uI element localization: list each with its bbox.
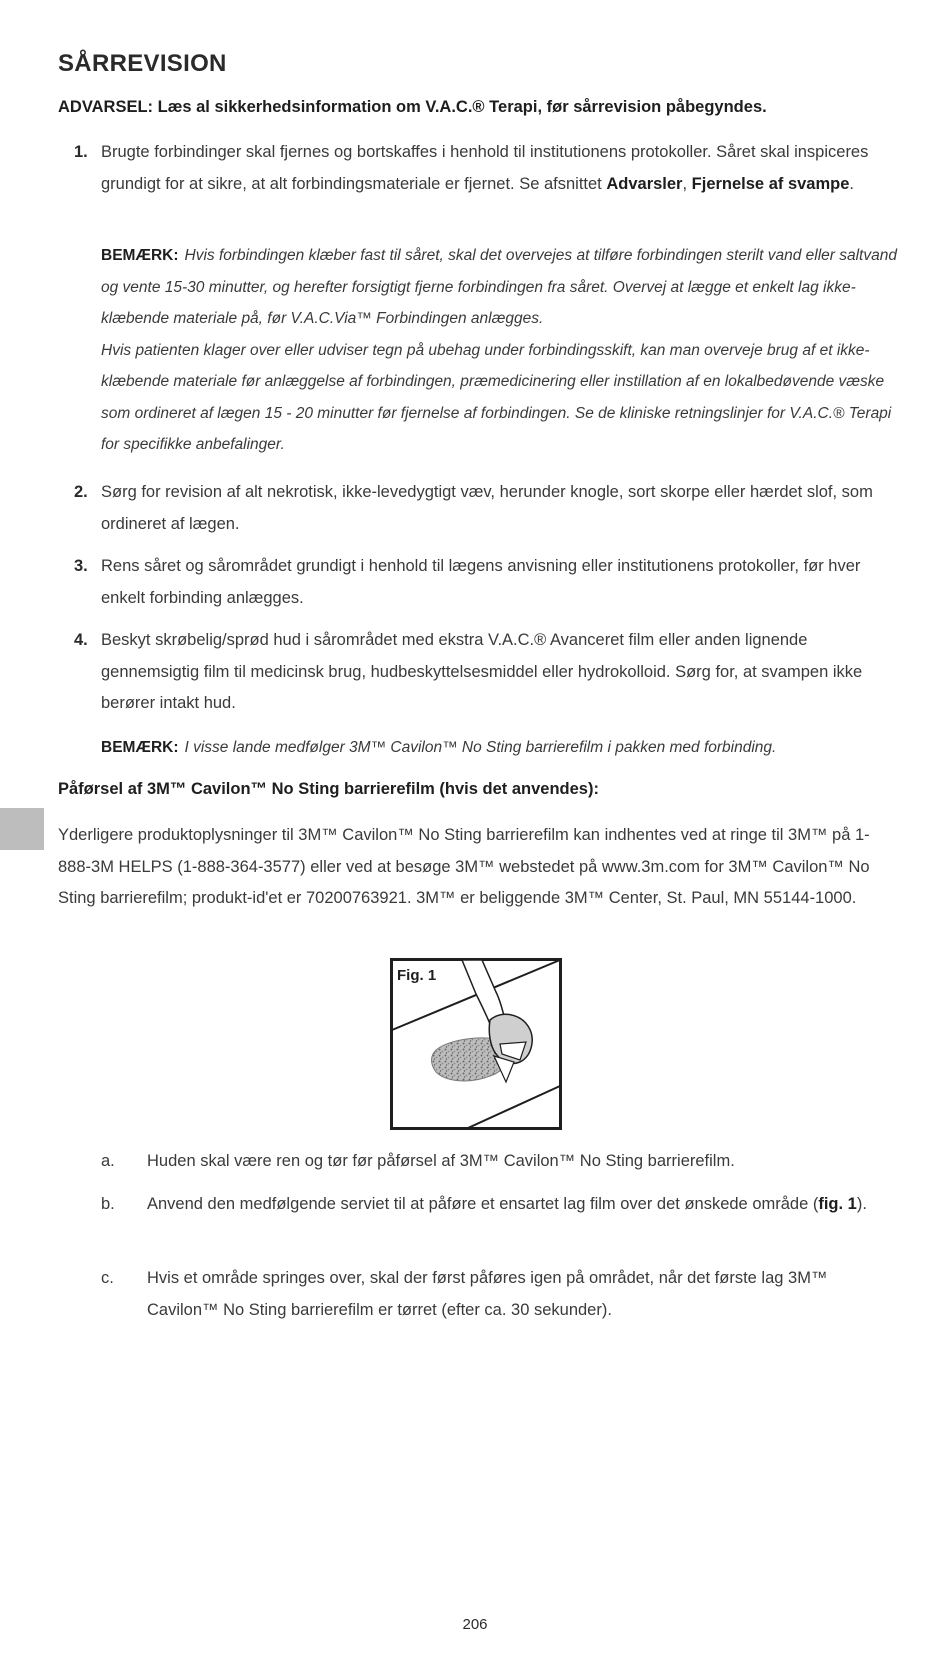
substep-text: Anvend den medfølgende serviet til at påføre et ensartet lag film over det ønskede område (fig. 1). [147,1195,867,1213]
substep-b [101,1189,901,1221]
step-text: Brugte forbindinger skal fjernes og bortskaffes i henhold til institutionens protokoller. Såret skal inspiceres grundigt for at sikre, at alt forbindingsmateriale er fjernet. Se afsnittet Advarsler, Fjernelse af svampe. [101,143,869,193]
note-block-1 [101,240,901,461]
warning-text: ADVARSEL: Læs al sikkerhedsinformation om V.A.C.® Terapi, før sårrevision påbegyndes. [58,98,767,116]
page-number: 206 [462,1616,488,1633]
note-text: I visse lande medfølger 3M™ Cavilon™ No Sting barrierefilm i pakken med forbinding. [184,739,777,756]
note-label: BEMÆRK: [101,247,179,264]
product-info-paragraph: Yderligere produktoplysninger til 3M™ Cavilon™ No Sting barrierefilm kan indhentes ved at ringe til 3M™ på 1-888-3M HELPS (1-888-364-3577) eller ved at besøge 3M™ webstedet på www.3m.com for 3M™ Cavilon™ No Sting barrierefilm; produkt-id'et er 70200763921. 3M™ er beliggende 3M™ Center, St. Paul, MN 55144-1000. [58,826,870,907]
step-3 [58,551,898,614]
substep-c [101,1263,901,1326]
step-number: 4. [74,631,88,649]
note-text: Hvis forbindingen klæber fast til såret, skal det overvejes at tilføre forbindingen sterilt vand eller saltvand og vente 15-30 minutter, og herefter forsigtigt fjerne forbindingen fra såret. Overvej at lægge et enkelt lag ikke-klæbende materiale på, før V.A.C.Via™ Forbindingen anlægges. [101,247,897,327]
chapter-tab-marker [0,808,44,850]
note-label: BEMÆRK: [101,739,179,756]
figure-reference: fig. 1 [818,1195,857,1213]
substep-letter: c. [101,1269,114,1287]
step-text: Beskyt skrøbelig/sprød hud i sårområdet med ekstra V.A.C.® Avanceret film eller anden lignende gennemsigtig film til medicinsk brug, hudbeskyttelsesmiddel eller hydrokolloid. Sørg for, at svampen ikke berører intakt hud. [101,631,863,712]
figure-1 [390,958,562,1130]
step-text: Rens såret og sårområdet grundigt i henhold til lægens anvisning eller institutionens protokoller, før hver enkelt forbinding anlægges. [101,557,861,607]
note-block-2 [101,732,901,764]
subsection-heading: Påførsel af 3M™ Cavilon™ No Sting barrierefilm (hvis det anvendes): [58,780,599,798]
step-number: 3. [74,557,88,575]
substep-a [101,1146,901,1178]
step-4 [58,625,898,720]
substep-letter: a. [101,1152,115,1170]
section-heading: SÅRREVISION [58,50,227,77]
step-text: Sørg for revision af alt nekrotisk, ikke-levedygtigt væv, herunder knogle, sort skorpe eller hærdet slof, som ordineret af lægen. [101,483,873,533]
substep-text: Hvis et område springes over, skal der først påføres igen på området, når det første lag 3M™ Cavilon™ No Sting barrierefilm er tørret (efter ca. 30 sekunder). [147,1269,828,1319]
substep-letter: b. [101,1195,115,1213]
figure-label: Fig. 1 [397,967,437,984]
reference-link-warnings: Advarsler [606,174,683,193]
step-1 [58,137,898,200]
step-number: 1. [74,143,88,161]
substep-text: Huden skal være ren og tør før påførsel af 3M™ Cavilon™ No Sting barrierefilm. [147,1152,735,1170]
note-text: Hvis patienten klager over eller udviser tegn på ubehag under forbindingsskift, kan man overveje brug af et ikke-klæbende materiale før anlæggelse af forbindingen, præmedicinering eller instillation af en lokalbedøvende væske som ordineret af lægen 15 - 20 minutter før fjernelse af forbindingen. Se de kliniske retningslinjer for V.A.C.® Terapi for specifikke anbefalinger. [101,341,892,453]
reference-link-foam-removal: Fjernelse af svampe [691,174,850,193]
step-2 [58,477,898,540]
step-number: 2. [74,483,88,501]
barrier-film-application-illustration [390,958,562,1130]
